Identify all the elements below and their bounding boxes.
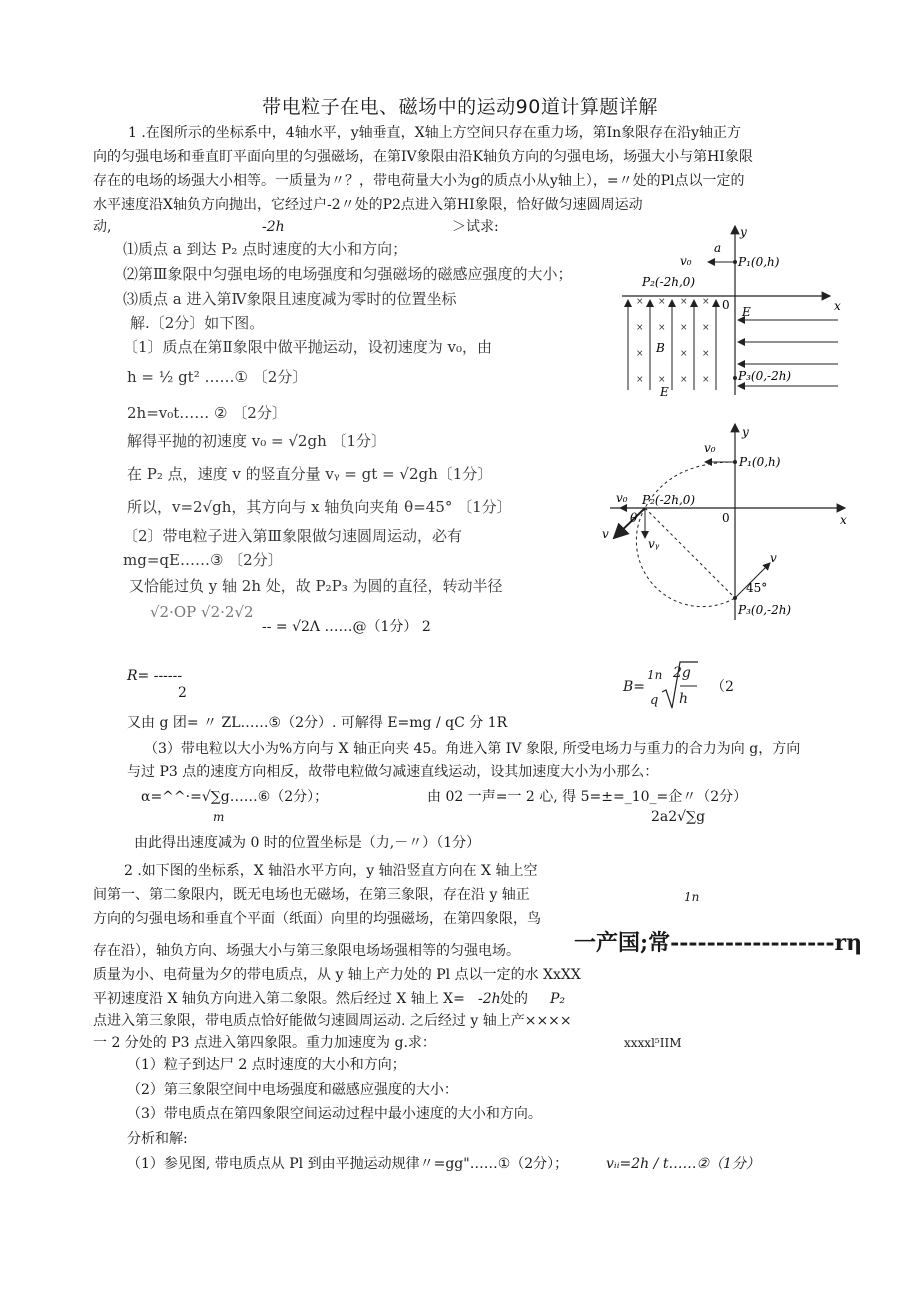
- problem1-line3: 存在的电场的场强大小相等。一质量为〃？，带电荷量大小为g的质点小从y轴上），=〃处的Pl点以一定的: [93, 173, 745, 189]
- fig2-label-vy: vᵧ: [648, 537, 660, 551]
- equation-1: h = ½ gt² ……① 〔2分〕: [127, 368, 308, 386]
- fig2-label-angle: 45°: [746, 581, 768, 595]
- problem2-question2: （2）第三象限空间中电场强度和磁感应强度的大小：: [127, 1082, 458, 1098]
- solution-final-position: 由此得出速度减为 0 时的位置坐标是（力,－〃）（1分）: [134, 835, 481, 851]
- equation-2: 2h=v₀t…… ② 〔2分〕: [127, 404, 287, 422]
- fig2-label-v-p3: v: [770, 551, 777, 565]
- equation-8-denominator: 2a2√∑g: [651, 809, 706, 825]
- problem2-line6c: 处的: [500, 991, 528, 1007]
- problem2-figure-fragment2: xxxxl⁵IIM: [624, 1036, 682, 1050]
- problem2-line4: 存在沿），轴负方向、场强大小与第三象限电场场强相等的匀强电场。: [93, 943, 520, 959]
- svg-text:×: ×: [636, 323, 644, 333]
- solution-intro: 解.〔2分〕如下图。: [130, 314, 265, 332]
- fig2-label-origin: 0: [722, 511, 730, 525]
- b-formula-sqrt-bottom: h: [679, 691, 689, 707]
- problem2-answer-line1: （1）参见图, 带电质点从 Pl 到由平抛运动规律〃=gg"……①（2分）；: [127, 1156, 569, 1172]
- problem2-line1: 2 .如下图的坐标系，X 轴沿水平方向，y 轴沿竖直方向在 X 轴上空: [124, 863, 538, 879]
- b-formula-score: （2: [711, 679, 734, 695]
- fig1-label-p2: P₂(-2h,0): [642, 275, 696, 289]
- problem2-line3: 方向的匀强电场和垂直个平面（纸面）向里的均强磁场，在第四象限，鸟: [93, 911, 541, 927]
- fig1-label-e-bottom: E: [660, 385, 669, 399]
- b-formula-q: q: [650, 693, 659, 708]
- svg-text:×: ×: [658, 323, 666, 333]
- equation-7-denominator: m: [213, 810, 225, 824]
- solution-line-E: 又由 g 团= 〃 ZL……⑤（2分）. 可解得 E=mg / qC 分 1R: [127, 715, 508, 731]
- solution-line-radius: 又恰能过负 y 轴 2h 处，故 P₂P₃ 为圆的直径，转动半径: [129, 577, 503, 595]
- question-1: ⑴质点 a 到达 P₂ 点时速度的大小和方向；: [123, 240, 408, 258]
- equation-8: 由 02 一声=一 2 心, 得 5=±=_10_=企〃（2分）: [427, 789, 748, 805]
- fig2-label-v: v: [602, 527, 609, 541]
- svg-text:×: ×: [702, 297, 710, 307]
- b-formula-sqrt-top: 2g: [673, 665, 691, 681]
- equation-3: 解得平抛的初速度 v₀ = √2gh 〔1分〕: [127, 432, 387, 450]
- solution-part3-line2: 与过 P3 点的速度方向相反，故带电粒做匀减速直线运动，设其加速度大小为小那么：: [127, 764, 659, 780]
- problem2-question1: （1）粒子到达尸 2 点时速度的大小和方向；: [127, 1057, 406, 1073]
- svg-text:×: ×: [680, 323, 688, 333]
- problem2-analysis: 分析和解:: [127, 1131, 188, 1147]
- problem2-line5: 质量为小、电荷量为夕的带电质点，从 y 轴上产力处的 Pl 点以一定的水 XxXX: [93, 967, 581, 983]
- problem2-line8: 一 2 分处的 P3 点进入第四象限。重力加速度为 g.求：: [93, 1035, 436, 1051]
- fig1-label-p1: P₁(0,h): [738, 255, 780, 269]
- svg-text:×: ×: [702, 349, 710, 359]
- fig1-label-b: B: [656, 341, 665, 355]
- page-title: 带电粒子在电、磁场中的运动90道计算题详解: [262, 96, 658, 118]
- equation-6: mg=qE……③ 〔2分〕: [123, 551, 283, 569]
- figure-1: [610, 220, 850, 400]
- fig1-label-y: y: [740, 225, 747, 239]
- fig1-magnetic-crosses: [636, 297, 710, 385]
- equation-7: α=^^·=√∑g……⑥（2分）；: [141, 789, 329, 805]
- solution-part2: 〔2〕带电粒子进入第Ⅲ象限做匀速圆周运动，必有: [123, 527, 463, 545]
- radius-denominator: 2: [178, 685, 187, 701]
- problem2-figure-label: 1n: [684, 890, 700, 904]
- b-formula-num: 1n: [647, 668, 663, 682]
- problem2-line6a: 平初速度沿 X 轴负方向进入第二象限。然后经过 X 轴上 X=: [93, 991, 465, 1007]
- problem1-line2: 向的匀强电场和垂直盯平面向里的匀强磁场，在第IV象限由沿K轴负方向的匀强电场，场强大小与第HI象限: [93, 149, 753, 165]
- fig1-label-a: a: [714, 241, 722, 255]
- fig2-circle-arc: [636, 508, 735, 607]
- question-3: ⑶质点 a 进入第Ⅳ象限且速度减为零时的位置坐标: [123, 290, 457, 308]
- svg-text:×: ×: [702, 323, 710, 333]
- fig1-point-p1: [733, 260, 737, 264]
- fig1-label-x: x: [834, 299, 841, 313]
- svg-text:×: ×: [680, 375, 688, 385]
- solution-part3-line1: （3）带电粒以大小为%方向与 X 轴正向夹 45。角进入第 IV 象限, 所受电场力与重力的合力为向 g，方向: [144, 741, 801, 757]
- solution-part1: 〔1〕质点在第Ⅱ象限中做平抛运动，设初速度为 v₀，由: [123, 338, 492, 356]
- problem2-question3: （3）带电质点在第四象限空间运动过程中最小速度的大小和方向。: [127, 1106, 542, 1122]
- fig1-label-p3: P₃(0,-2h): [738, 369, 792, 383]
- question-2: ⑵第Ⅲ象限中匀强电场的电场强度和匀强磁场的磁感应强度的大小；: [123, 265, 573, 283]
- fig1-label-origin: 0: [722, 298, 730, 312]
- problem2-line2: 间第一、第二象限内，既无电场也无磁场，在第三象限，存在沿 y 轴正: [93, 887, 530, 903]
- fig1-point-p3: [733, 376, 737, 380]
- svg-text:×: ×: [636, 297, 644, 307]
- fig2-label-v0-left: v₀: [616, 491, 628, 505]
- problem2-figure-fragment: 一产国;常------------------rη: [574, 930, 863, 956]
- problem1-line1: 1 .在图所示的坐标系中，4轴水平，y轴垂直，X轴上方空间只存在重力场，第In象限存在沿y轴正方: [128, 125, 742, 141]
- svg-text:×: ×: [636, 375, 644, 385]
- equation-5: 所以，v=2√gh，其方向与 x 轴负向夹角 θ=45° 〔1分〕: [127, 498, 512, 516]
- radius-formula: R= ------: [127, 668, 183, 684]
- problem2-line7: 点进入第三象限，带电质点恰好能做匀速圆周运动. 之后经过 y 轴上产××××: [93, 1013, 572, 1029]
- fig2-label-x: x: [840, 513, 847, 527]
- svg-text:×: ×: [636, 349, 644, 359]
- problem1-line5c: ＞试求:: [452, 219, 499, 235]
- fig1-label-v0: v₀: [680, 254, 692, 268]
- figure-2: [600, 420, 860, 625]
- problem2-answer-line1b: vᵢᵢ=2h / t……②（1分）: [606, 1156, 760, 1172]
- fig2-label-theta: θ: [630, 511, 638, 525]
- fig2-label-p2: P₂(-2h,0): [642, 493, 696, 507]
- fig2-label-y: y: [742, 425, 749, 439]
- svg-text:×: ×: [702, 375, 710, 385]
- fig2-label-v0-top: v₀: [704, 441, 716, 455]
- svg-text:×: ×: [680, 349, 688, 359]
- problem1-line5a: 动,: [93, 219, 112, 235]
- equation-4: 在 P₂ 点，速度 v 的竖直分量 vᵧ = gt = √2gh〔1分〕: [127, 465, 493, 483]
- solution-line-result: -- = √2Λ ……@（1分） 2: [262, 619, 431, 635]
- b-formula-label: B=: [623, 679, 646, 695]
- svg-text:×: ×: [658, 297, 666, 307]
- fig1-label-e-right: E: [742, 305, 751, 319]
- problem1-line4: 水平速度沿X轴负方向抛出，它经过户-2〃处的P2点进入第HI象限，恰好做匀速圆周运动: [93, 197, 643, 213]
- problem2-line6d: P₂: [550, 991, 566, 1007]
- problem1-line5b: -2h: [262, 219, 285, 235]
- svg-text:×: ×: [680, 297, 688, 307]
- solution-line-fraction: √2·OP √2·2√2: [150, 603, 254, 621]
- fig2-label-p1: P₁(0,h): [739, 455, 781, 469]
- svg-text:×: ×: [658, 375, 666, 385]
- fig2-label-p3: P₃(0,-2h): [738, 603, 792, 617]
- problem2-line6b: -2h: [478, 991, 501, 1007]
